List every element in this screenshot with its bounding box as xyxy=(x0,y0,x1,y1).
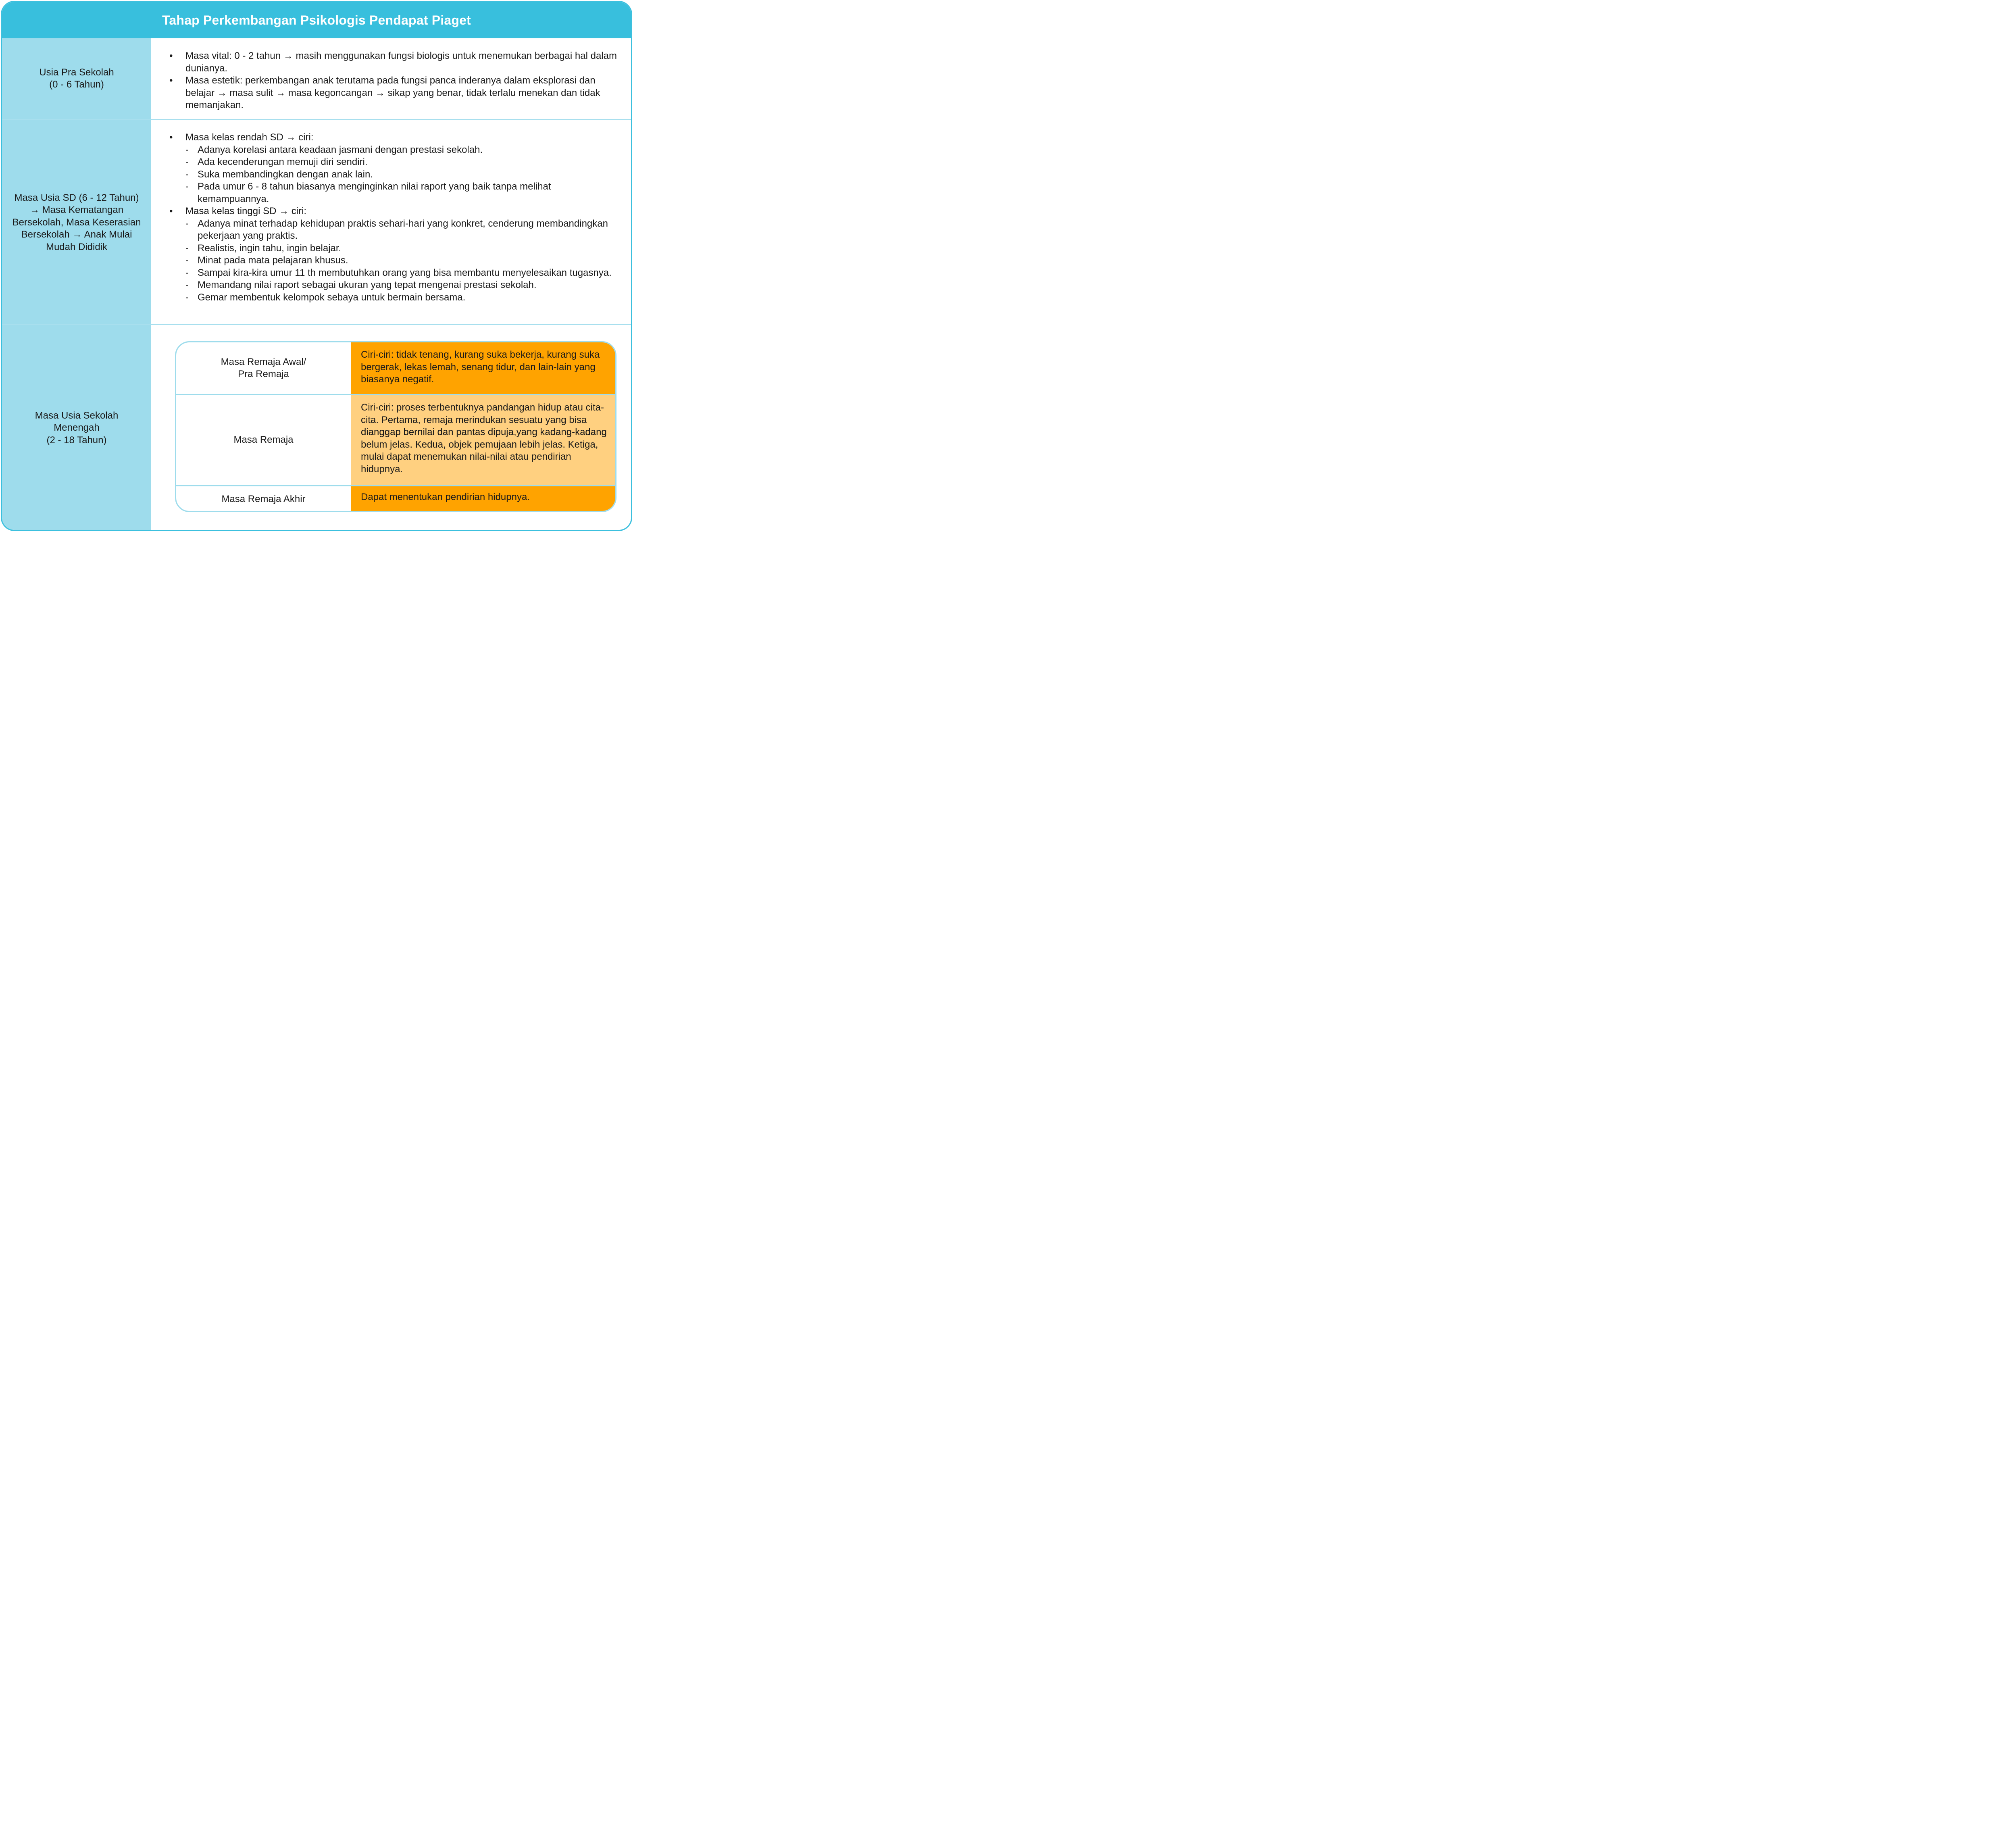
stage-label-line: Usia Pra Sekolah xyxy=(39,67,114,78)
stage-label-line: (2 - 18 Tahun) xyxy=(46,434,107,446)
stage-cell xyxy=(2,325,151,531)
sub-item xyxy=(185,144,620,156)
dash-icon: - xyxy=(185,279,189,290)
sub-item xyxy=(185,279,620,292)
page-title: Tahap Perkembangan Psikologis Pendapat Piaget xyxy=(162,13,471,27)
sub-item-text: Pada umur 6 - 8 tahun biasanya menginginkan nilai raport yang baik tanpa melihat kemampuannya. xyxy=(198,181,551,204)
sub-item-text: Minat pada mata pelajaran khusus. xyxy=(198,255,348,266)
sub-item-text: Realistis, ingin tahu, ingin belajar. xyxy=(198,242,342,254)
description-cell xyxy=(152,325,631,531)
bullet-item xyxy=(168,205,620,304)
stage-label-line: Bersekolah, Masa Keserasian xyxy=(12,217,141,228)
stage-label-line: Bersekolah → Anak Mulai xyxy=(21,229,132,240)
bullet-item xyxy=(168,75,620,112)
sub-item xyxy=(185,267,620,279)
stage-cell xyxy=(2,38,151,119)
substage-cell xyxy=(176,395,351,485)
table-row-sekolah-menengah xyxy=(2,324,631,531)
dash-icon: - xyxy=(185,144,189,155)
table-row-usia-sd xyxy=(2,119,631,325)
stage-label-line: Masa Usia Sekolah xyxy=(35,410,119,421)
sub-item xyxy=(185,254,620,267)
bullet-icon: • xyxy=(169,75,173,86)
sub-item xyxy=(185,292,620,304)
bullet-icon: • xyxy=(169,50,173,61)
dash-icon: - xyxy=(185,218,189,229)
sub-item xyxy=(185,242,620,255)
sub-item xyxy=(185,181,620,205)
sub-item-text: Sampai kira-kira umur 11 th membutuhkan orang yang bisa membantu menyelesaikan tugasnya. xyxy=(198,267,612,278)
bullet-text: Masa vital: 0 - 2 tahun → masih menggunakan fungsi biologis untuk menemukan berbagai hal dalam dunianya. xyxy=(185,50,617,74)
bullet-item xyxy=(168,131,620,205)
bullet-list xyxy=(168,131,620,304)
dash-icon: - xyxy=(185,169,189,180)
sub-item-text: Memandang nilai raport sebagai ukuran yang tepat mengenai prestasi sekolah. xyxy=(198,279,537,290)
bullet-text: Masa kelas tinggi SD → ciri: xyxy=(185,206,307,217)
remaja-subtable xyxy=(175,341,616,512)
substage-description: Ciri-ciri: proses terbentuknya pandangan hidup atau cita-cita. Pertama, remaja merindukan sesuatu yang bisa dianggap bernilai dan pantas dipuja,yang kadang-kadang belum jelas. Kedua, objek pemujaan lebih jelas. Ketiga, mulai dapat menemukan nilai-nilai atau pendirian hidupnya. xyxy=(351,395,615,485)
table-row-pra-sekolah xyxy=(2,38,631,119)
dash-icon: - xyxy=(185,255,189,266)
bullet-list xyxy=(168,50,620,112)
sub-item xyxy=(185,169,620,181)
sub-item xyxy=(185,156,620,169)
sub-item-text: Adanya korelasi antara keadaan jasmani dengan prestasi sekolah. xyxy=(198,144,483,155)
stage-label-line: Masa Usia SD (6 - 12 Tahun) xyxy=(14,192,139,203)
table-frame xyxy=(1,1,632,531)
sub-list xyxy=(185,218,620,304)
subtable-row-remaja-akhir xyxy=(176,485,615,512)
bullet-text: Masa estetik: perkembangan anak terutama pada fungsi panca inderanya dalam eksplorasi dan belajar → masa sulit → masa kegoncangan → sikap yang benar, tidak terlalu menekan dan tidak memanjakan. xyxy=(185,75,600,110)
sub-item-text: Ada kecenderungan memuji diri sendiri. xyxy=(198,156,368,167)
description-cell xyxy=(152,38,631,119)
substage-label-line: Masa Remaja Awal/ xyxy=(221,356,306,367)
dash-icon: - xyxy=(185,292,189,303)
bullet-item xyxy=(168,50,620,75)
stage-label-line: → Masa Kematangan xyxy=(29,204,124,216)
substage-label-line: Masa Remaja Akhir xyxy=(221,493,306,504)
substage-label-line: Pra Remaja xyxy=(238,369,289,379)
substage-label-line: Masa Remaja xyxy=(233,434,294,446)
sub-item-text: Adanya minat terhadap kehidupan praktis sehari-hari yang konkret, cenderung membandingkan pekerjaan yang praktis. xyxy=(198,218,608,241)
bullet-icon: • xyxy=(169,132,173,143)
title-bar xyxy=(2,2,631,38)
description-cell xyxy=(152,120,631,325)
substage-description: Ciri-ciri: tidak tenang, kurang suka bekerja, kurang suka bergerak, lekas lemah, senang tidur, dan lain-lain yang biasanya negatif. xyxy=(351,342,615,394)
dash-icon: - xyxy=(185,267,189,278)
dash-icon: - xyxy=(185,242,189,254)
stage-label-line: (0 - 6 Tahun) xyxy=(49,79,104,90)
sub-item-text: Gemar membentuk kelompok sebaya untuk bermain bersama. xyxy=(198,292,466,303)
bullet-text: Masa kelas rendah SD → ciri: xyxy=(185,132,314,143)
stage-label-line: Menengah xyxy=(54,422,100,434)
sub-list xyxy=(185,144,620,206)
substage-cell xyxy=(176,486,351,512)
substage-cell xyxy=(176,342,351,394)
subtable-row-remaja-awal xyxy=(176,342,615,394)
subtable-row-remaja xyxy=(176,394,615,485)
dash-icon: - xyxy=(185,156,189,167)
stage-cell xyxy=(2,120,151,325)
sub-item xyxy=(185,218,620,242)
dash-icon: - xyxy=(185,181,189,192)
sub-item-text: Suka membandingkan dengan anak lain. xyxy=(198,169,373,180)
bullet-icon: • xyxy=(169,206,173,217)
stage-label-line: Mudah Dididik xyxy=(46,241,108,252)
substage-description: Dapat menentukan pendirian hidupnya. xyxy=(351,486,615,512)
